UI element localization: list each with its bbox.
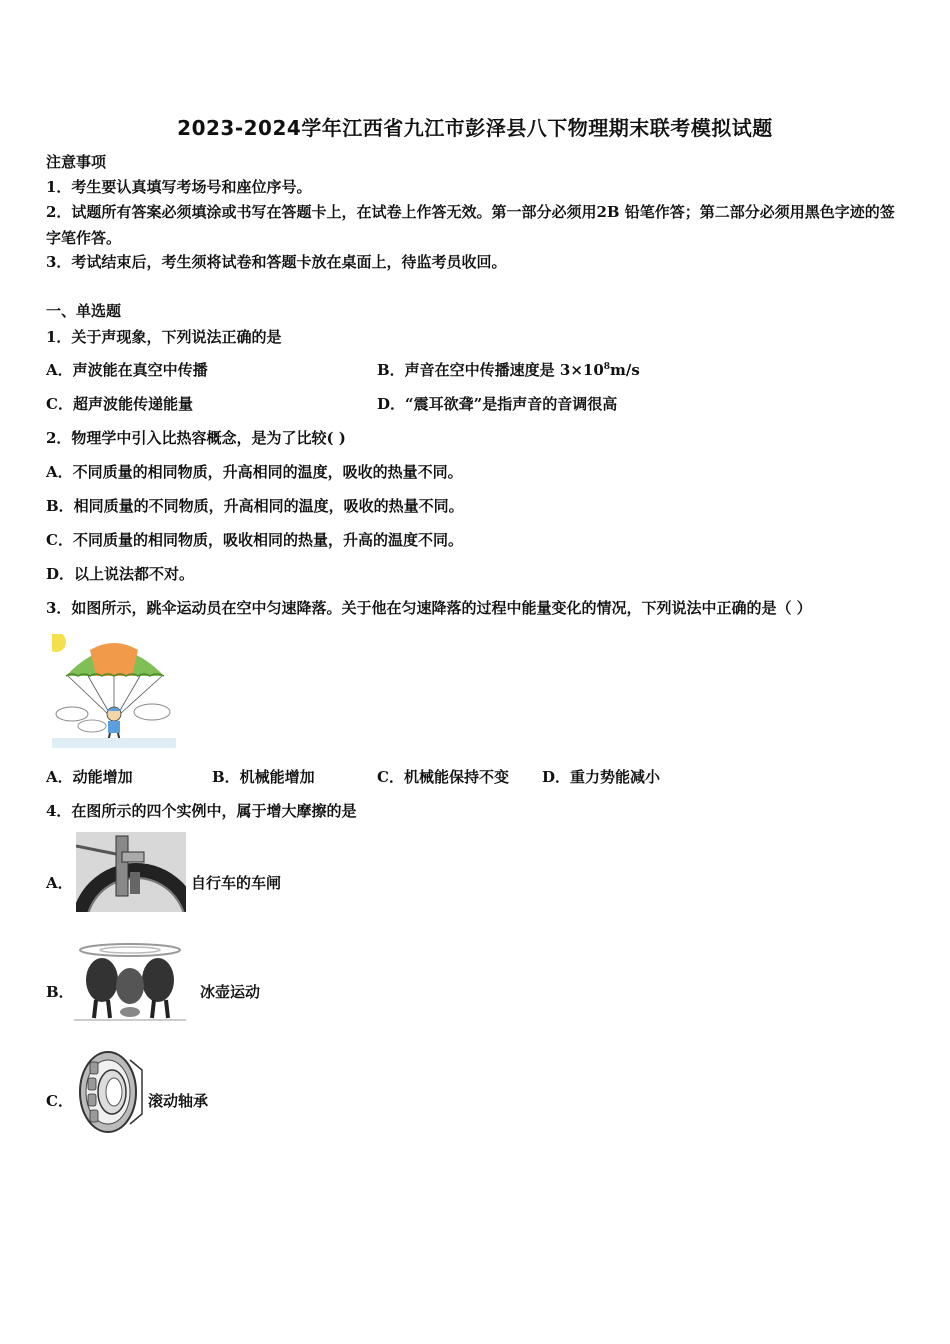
question-stem: 2．物理学中引入比热容概念，是为了比较( )	[46, 429, 346, 447]
option-a: A．声波能在真空中传播	[46, 361, 208, 379]
roller-bearing-icon	[78, 1050, 146, 1134]
option-b-letter: B．	[46, 983, 74, 1001]
bicycle-brake-figure	[76, 832, 186, 912]
note-item: 2．试题所有答案必须填涂或书写在答题卡上，在试卷上作答无效。第一部分必须用2B 铅笔作答；第二部分必须用黑色字迹的签字笔作答。	[46, 203, 895, 247]
parachutist-icon	[52, 634, 176, 748]
question-stem: 1．关于声现象，下列说法正确的是	[46, 328, 282, 346]
section-heading: 一、单选题	[46, 302, 122, 320]
option-a-label: 自行车的车闸	[191, 874, 282, 892]
notes-heading: 注意事项	[46, 153, 107, 171]
exponent: 8	[603, 362, 611, 372]
note-item: 1．考生要认真填写考场号和座位序号。	[46, 178, 312, 196]
option-b: B．相同质量的不同物质，升高相同的温度，吸收的热量不同。	[46, 497, 464, 515]
bicycle-brake-icon	[76, 832, 186, 912]
option-c: C．机械能保持不变	[377, 768, 509, 786]
unit-text: m/s	[610, 361, 640, 379]
option-c: C．超声波能传递能量	[46, 395, 193, 413]
option-d: D．重力势能减小	[542, 768, 661, 786]
curling-figure	[74, 940, 186, 1024]
question-stem: 3．如图所示，跳伞运动员在空中匀速降落。关于他在匀速降落的过程中能量变化的情况，下列说法中正确的是（ ）	[46, 599, 812, 617]
parachute-figure	[52, 634, 176, 748]
option-d: D．以上说法都不对。	[46, 565, 195, 583]
option-b-text: B．声音在空中传播速度是 3×10	[377, 361, 604, 379]
note-item: 3．考试结束后，考生须将试卷和答题卡放在桌面上，待监考员收回。	[46, 253, 507, 271]
option-b	[377, 360, 640, 380]
option-a: A．动能增加	[46, 768, 133, 786]
option-c-letter: C．	[46, 1092, 73, 1110]
option-c-label: 滚动轴承	[148, 1092, 209, 1110]
option-d: D．“震耳欲聋”是指声音的音调很高	[377, 395, 618, 413]
option-a: A．不同质量的相同物质，升高相同的温度，吸收的热量不同。	[46, 463, 463, 481]
option-b-label: 冰壶运动	[200, 983, 261, 1001]
curling-icon	[74, 940, 186, 1024]
option-c: C．不同质量的相同物质，吸收相同的热量，升高的温度不同。	[46, 531, 463, 549]
option-b: B．机械能增加	[212, 768, 315, 786]
option-a-letter: A．	[46, 874, 73, 892]
question-stem: 4．在图所示的四个实例中，属于增大摩擦的是	[46, 802, 357, 820]
bearing-figure	[78, 1050, 146, 1134]
page-title: 2023-2024学年江西省九江市彭泽县八下物理期末联考模拟试题	[177, 116, 773, 140]
